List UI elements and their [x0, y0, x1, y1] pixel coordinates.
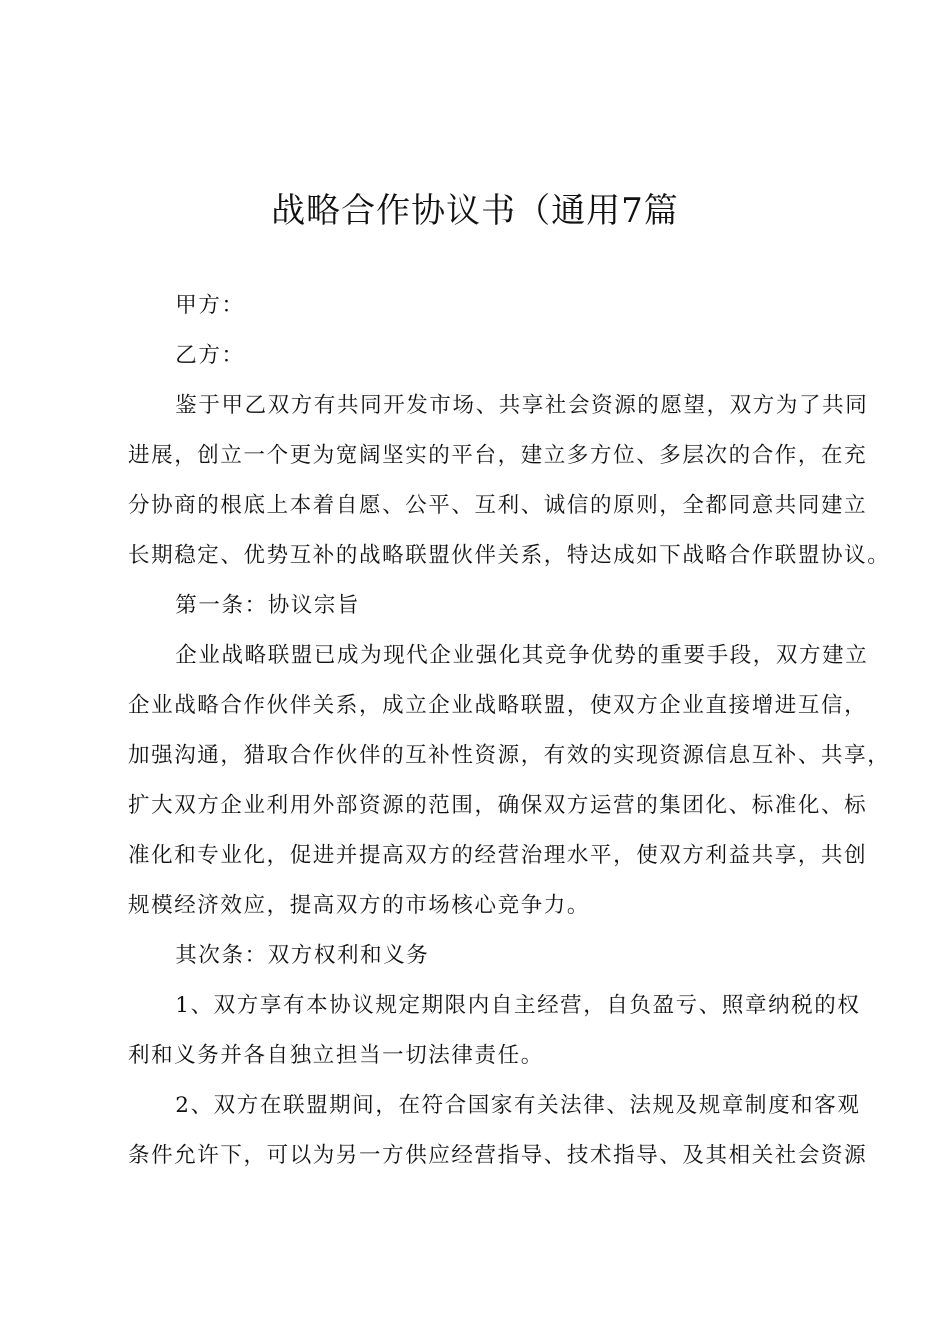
- document-title: 战略合作协议书（通用7篇: [271, 191, 679, 231]
- clause1-paragraph: [128, 981, 861, 1081]
- article2-heading: 其次条：双方权利和义务: [175, 943, 430, 968]
- clause1-line: 1、双方享有本协议规定期限内自主经营，自负盈亏、照章纳税的权: [175, 993, 861, 1018]
- party-a-line: [128, 281, 834, 331]
- clause2-line: 2、双方在联盟期间，在符合国家有关法律、法规及规章制度和客观: [175, 1093, 861, 1118]
- preamble-line: 分协商的根底上本着自愿、公平、互利、诚信的原则，全都同意共同建立: [128, 493, 868, 518]
- clause2-line: 条件允许下，可以为另一方供应经营指导、技术指导、及其相关社会资源: [128, 1143, 868, 1168]
- article1-line: 加强沟通，猎取合作伙伴的互补性资源，有效的实现资源信息互补、共享，: [128, 743, 891, 768]
- preamble-line: 鉴于甲乙双方有共同开发市场、共享社会资源的愿望，双方为了共同: [175, 393, 869, 418]
- preamble-paragraph: [128, 381, 891, 581]
- article1-paragraph: [128, 631, 891, 931]
- article1-heading: 第一条：协议宗旨: [175, 593, 361, 618]
- article1-line: 准化和专业化，促进并提高双方的经营治理水平，使双方利益共享，共创: [128, 843, 868, 868]
- article1-line: 规模经济效应，提高双方的市场核心竞争力。: [128, 893, 591, 918]
- party-b-label: 乙方：: [175, 343, 245, 368]
- article1-heading-line: [128, 581, 834, 631]
- clause2-paragraph: [128, 1081, 868, 1181]
- party-b-line: [128, 331, 834, 381]
- preamble-line: 长期稳定、优势互补的战略联盟伙伴关系，特达成如下战略合作联盟协议。: [128, 543, 891, 568]
- article1-line: 企业战略合作伙伴关系，成立企业战略联盟，使双方企业直接增进互信，: [128, 693, 868, 718]
- article1-line: 扩大双方企业利用外部资源的范围，确保双方运营的集团化、标准化、标: [128, 793, 868, 818]
- document-body: [128, 281, 891, 1181]
- clause1-line: 利和义务并各自独立担当一切法律责任。: [128, 1043, 544, 1068]
- party-a-label: 甲方：: [175, 293, 245, 318]
- article1-line: 企业战略联盟已成为现代企业强化其竞争优势的重要手段，双方建立: [175, 643, 869, 668]
- article2-heading-line: [128, 931, 834, 981]
- preamble-line: 进展，创立一个更为宽阔坚实的平台，建立多方位、多层次的合作，在充: [128, 443, 868, 468]
